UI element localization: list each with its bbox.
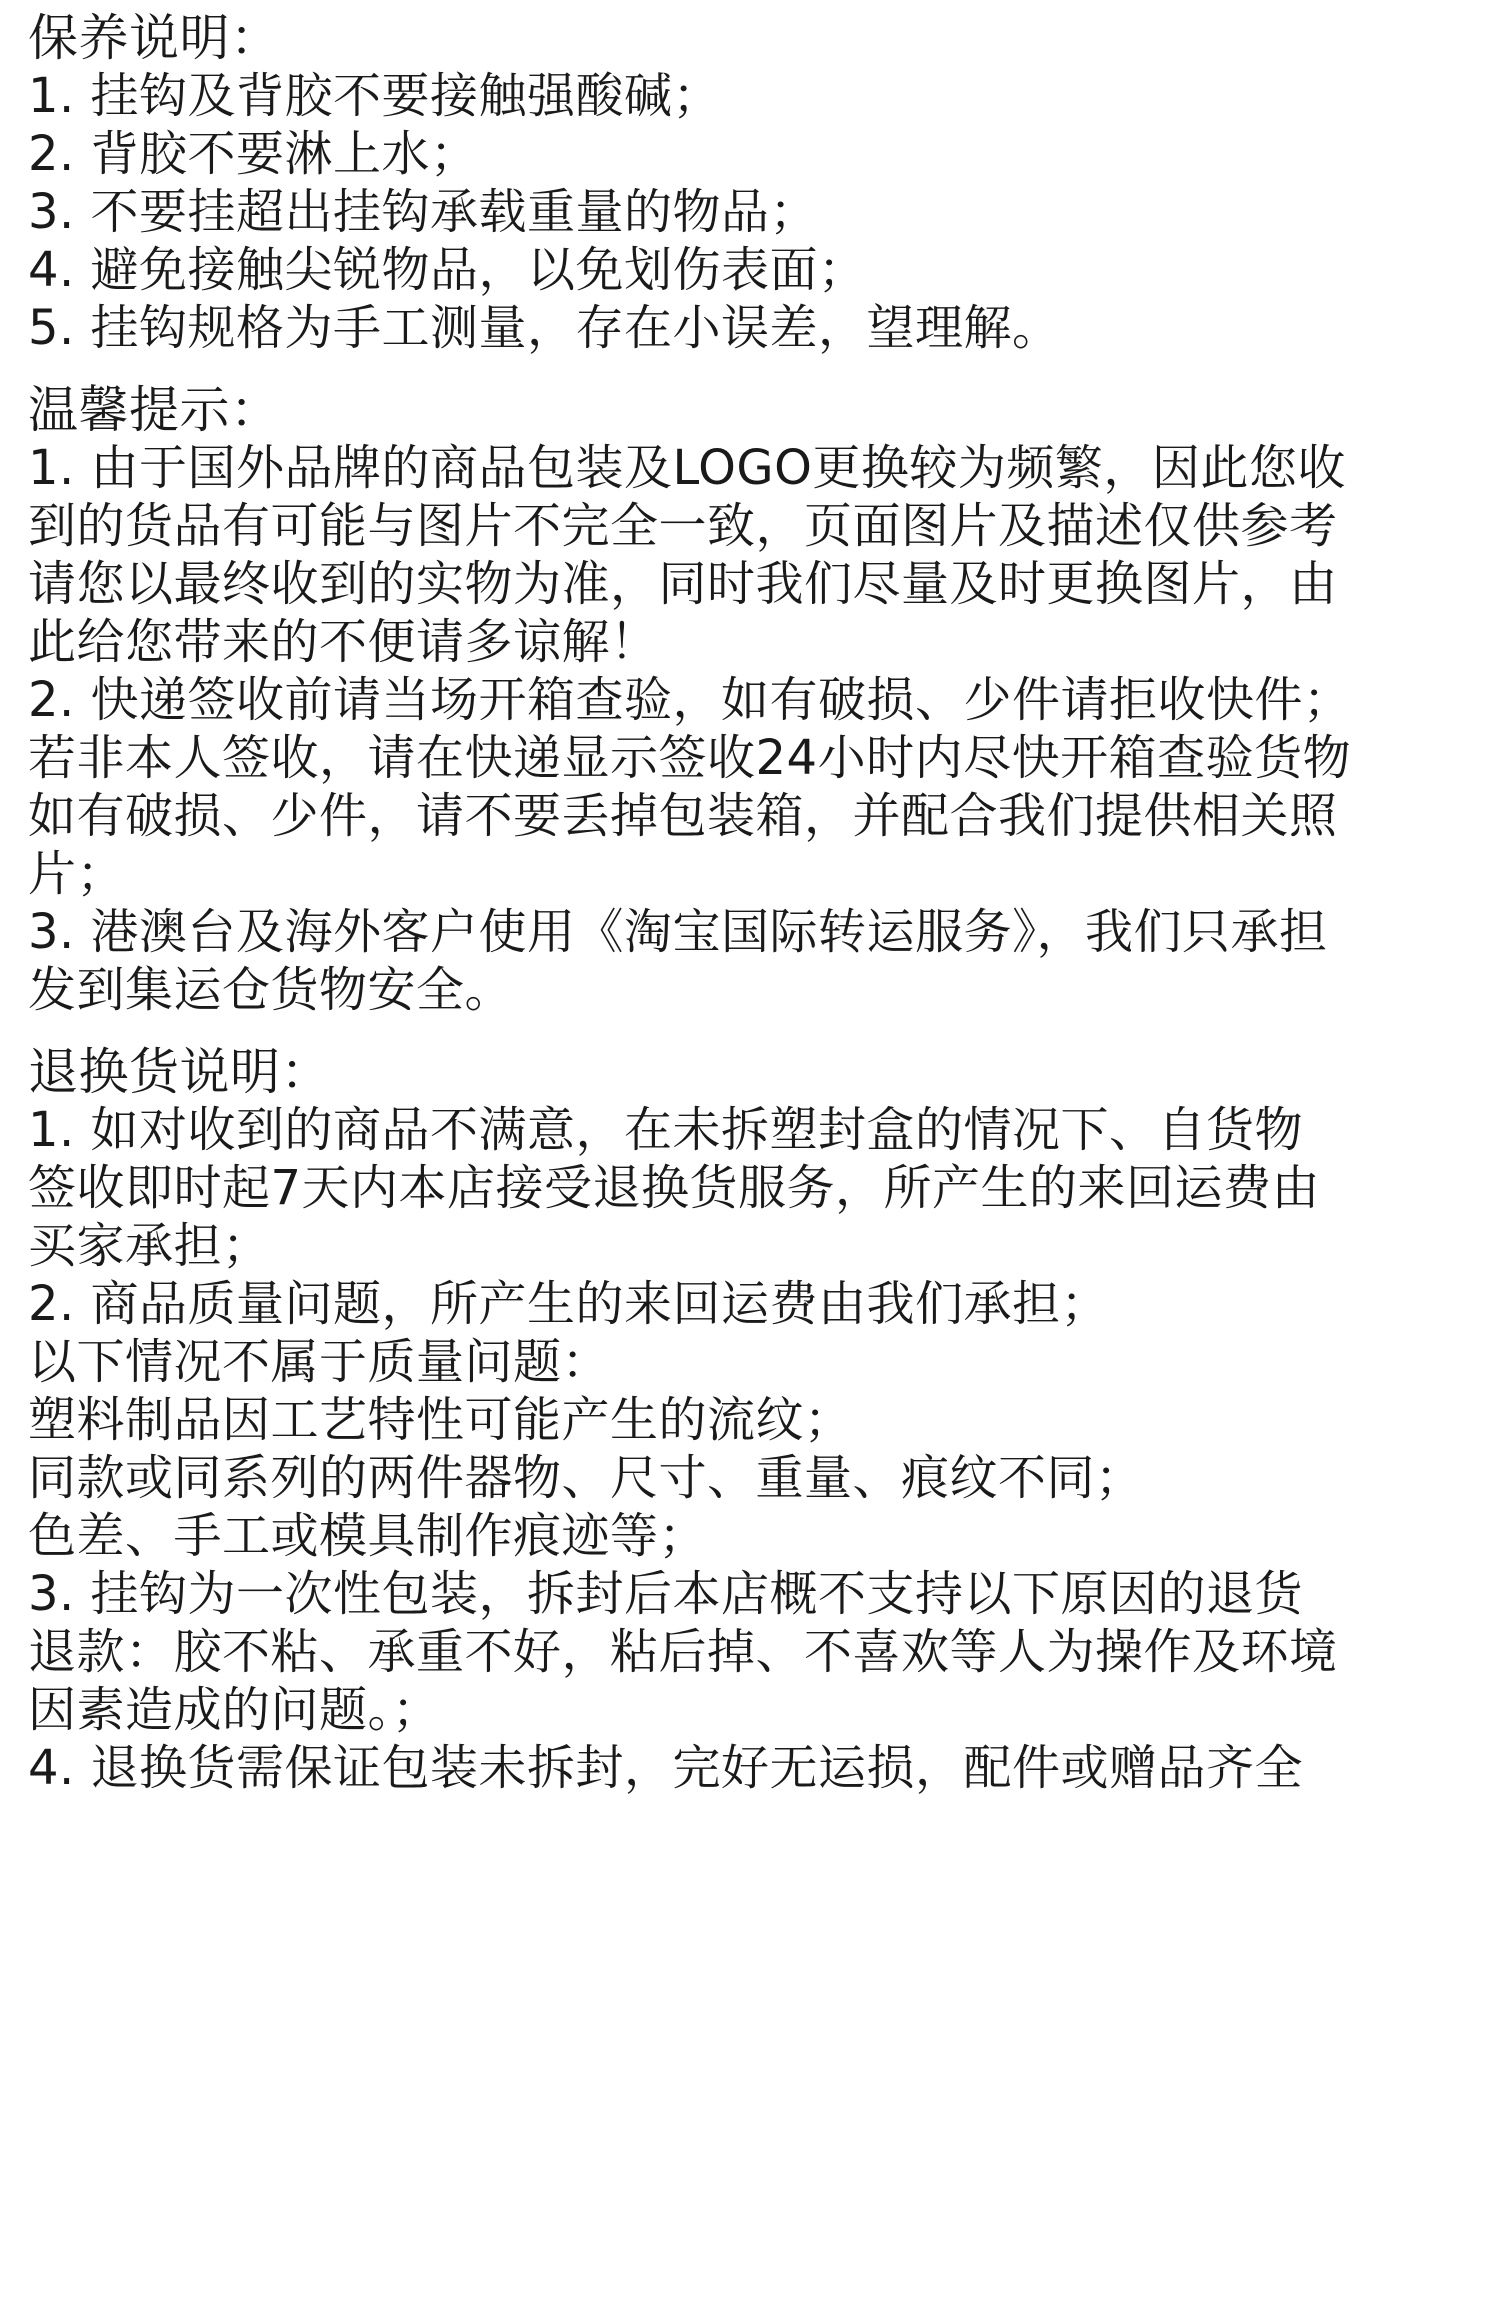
tips-line: 此给您带来的不便请多谅解！ xyxy=(28,614,659,670)
tips-line: 片； xyxy=(28,846,126,902)
tips-line: 到的货品有可能与图片不完全一致，页面图片及描述仅供参考 xyxy=(28,498,1338,554)
tips-line: 2. 快递签收前请当场开箱查验，如有破损、少件请拒收快件； xyxy=(28,672,1352,728)
returns-line: 因素造成的问题。； xyxy=(28,1682,441,1738)
tips-line: 请您以最终收到的实物为准，同时我们尽量及时更换图片，由 xyxy=(28,556,1338,612)
returns-line: 买家承担； xyxy=(28,1218,271,1274)
returns-line: 3. 挂钩为一次性包装，拆封后本店概不支持以下原因的退货 xyxy=(28,1566,1304,1622)
care-item-5: 5. 挂钩规格为手工测量，存在小误差，望理解。 xyxy=(28,300,1061,356)
tips-line: 1. 由于国外品牌的商品包装及LOGO更换较为频繁，因此您收 xyxy=(28,440,1346,496)
care-item-4: 4. 避免接触尖锐物品，以免划伤表面； xyxy=(28,242,867,298)
tips-line: 3. 港澳台及海外客户使用《淘宝国际转运服务》，我们只承担 xyxy=(28,904,1328,960)
returns-line: 1. 如对收到的商品不满意，在未拆塑封盒的情况下、自货物 xyxy=(28,1102,1304,1158)
returns-line: 以下情况不属于质量问题： xyxy=(28,1334,611,1390)
returns-line: 塑料制品因工艺特性可能产生的流纹； xyxy=(28,1392,853,1448)
returns-line: 退款：胶不粘、承重不好，粘后掉、不喜欢等人为操作及环境 xyxy=(28,1624,1338,1680)
care-item-2: 2. 背胶不要淋上水； xyxy=(28,126,479,182)
tips-line: 如有破损、少件，请不要丢掉包装箱，并配合我们提供相关照 xyxy=(28,788,1338,844)
section-heading-tips: 温馨提示： xyxy=(28,381,281,439)
returns-line: 2. 商品质量问题，所产生的来回运费由我们承担； xyxy=(28,1276,1110,1332)
section-heading-returns: 退换货说明： xyxy=(28,1043,331,1101)
returns-line: 签收即时起7天内本店接受退换货服务，所产生的来回运费由 xyxy=(28,1160,1321,1216)
tips-line: 发到集运仓货物安全。 xyxy=(28,962,514,1018)
care-item-3: 3. 不要挂超出挂钩承载重量的物品； xyxy=(28,184,819,240)
section-heading-care: 保养说明： xyxy=(28,9,281,67)
returns-line: 同款或同系列的两件器物、尺寸、重量、痕纹不同； xyxy=(28,1450,1144,1506)
tips-line: 若非本人签收，请在快递显示签收24小时内尽快开箱查验货物 xyxy=(28,730,1352,786)
care-item-1: 1. 挂钩及背胶不要接触强酸碱； xyxy=(28,68,722,124)
returns-line: 色差、手工或模具制作痕迹等； xyxy=(28,1508,708,1564)
returns-line: 4. 退换货需保证包装未拆封，完好无运损，配件或赠品齐全 xyxy=(28,1740,1304,1796)
